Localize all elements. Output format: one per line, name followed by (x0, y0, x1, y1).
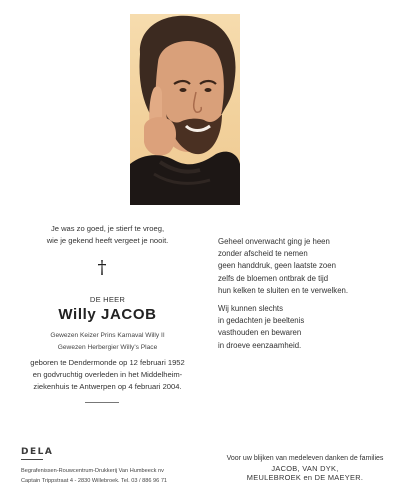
divider (85, 402, 119, 403)
poem-line: geen handdruk, geen laatste zoen (218, 261, 336, 271)
former-title-line: Gewezen Keizer Prins Karnaval Willy II (50, 332, 165, 339)
honorific: DE HEER (89, 295, 126, 304)
quote-line: Je was zo goed, je stierf te vroeg, (50, 224, 165, 233)
former-titles (10, 330, 205, 354)
families-line: MEULEBROEK en DE MAEYER. (246, 473, 364, 483)
poem-line: Geheel onverwacht ging je heen (218, 237, 330, 246)
cross-icon: † (97, 257, 107, 278)
poem-line: Wij kunnen slechts (218, 304, 284, 314)
life-dates (10, 357, 205, 393)
poem-line: zonder afscheid te nemen (218, 249, 308, 259)
funeral-home-line: Captain Trippstraat 4 - 2830 Willebroek. Tel. 03 / 886 96 71 (21, 478, 168, 484)
funeral-home-info (21, 466, 181, 486)
poem-line: vasthouden en bewaren (218, 328, 302, 338)
funeral-home-line: Begrafenissen-Rouwcentrum-Drukkerij Van Humbeeck nv (21, 468, 164, 474)
bio-line: geboren te Dendermonde op 12 februari 1952 (30, 358, 185, 367)
poem-line: hun kelken te sluiten en te verwelken. (218, 285, 349, 295)
portrait-photo (130, 14, 240, 205)
opening-quote (10, 223, 205, 247)
bio-line: ziekenhuis te Antwerpen op 4 februari 2004. (33, 382, 182, 391)
thanks-note (212, 454, 398, 483)
funeral-home-logo: DELA (21, 447, 54, 457)
poem-line: in droeve eenzaamheid. (218, 340, 302, 350)
logo-underline (21, 456, 43, 460)
former-title-line: Gewezen Herbergier Willy's Place (57, 344, 158, 351)
deceased-name: Willy JACOB (58, 306, 157, 323)
poem-line: zelfs de bloemen ontbrak de tijd (218, 273, 329, 283)
bio-line: en godvruchtig overleden in het Middelheim- (32, 370, 183, 379)
quote-line: wie je gekend heeft vergeet je nooit. (46, 236, 169, 245)
thanks-intro: Voor uw blijken van medeleven danken de families (226, 455, 384, 462)
families-line: JACOB, VAN DYK, (271, 463, 339, 473)
poem-line: in gedachten je beeltenis (218, 316, 305, 326)
poem-stanza-1 (218, 236, 398, 297)
portrait-illustration (130, 14, 240, 205)
poem (218, 236, 398, 358)
poem-stanza-2 (218, 303, 398, 352)
